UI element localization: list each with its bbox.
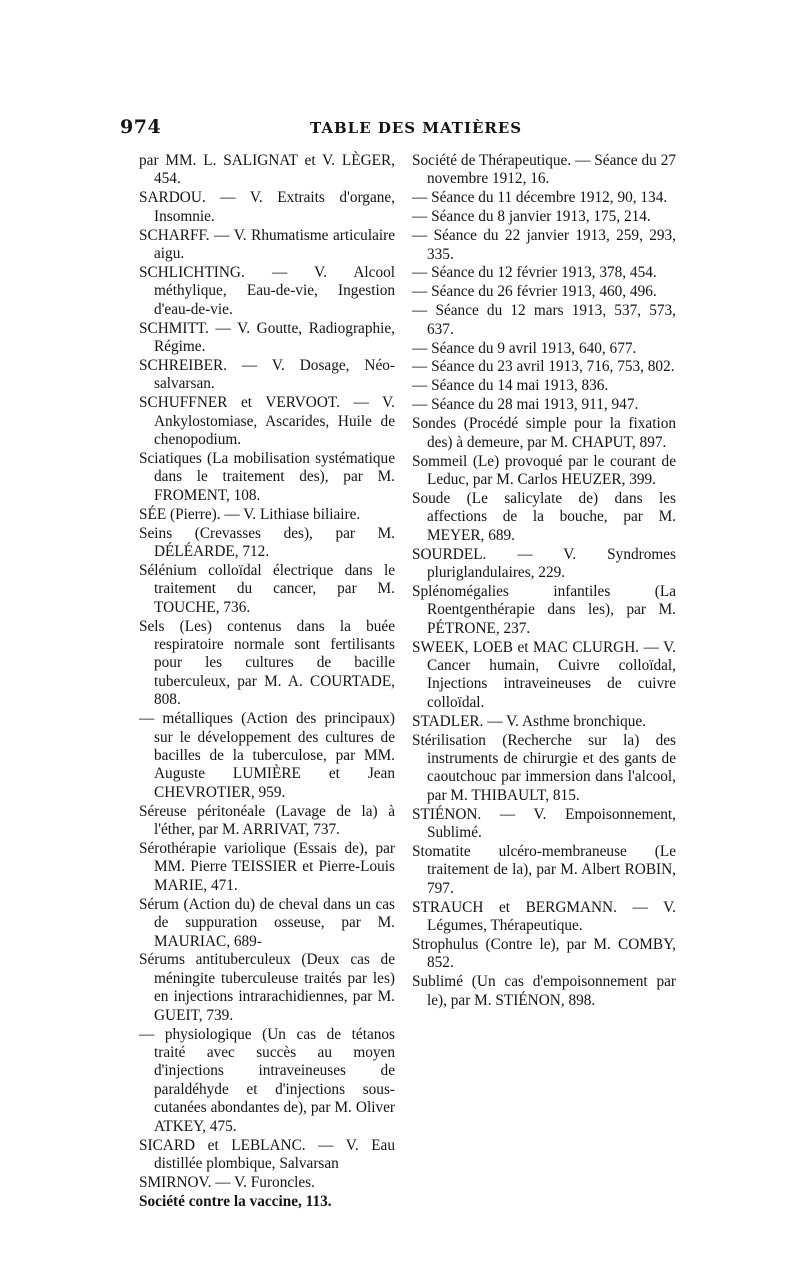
index-entry: Stérilisation (Recherche sur la) des instruments de chirurgie et des gants de caoutchouc par immersion dans l'alcool, par M. THIBAULT, 815. — [412, 731, 676, 804]
index-entry: Sérum (Action du) de cheval dans un cas de suppuration osseuse, par M. MAURIAC, 689- — [139, 895, 395, 950]
index-entry: SMIRNOV. — V. Furoncles. — [139, 1173, 315, 1191]
index-entry: Sérums antituberculeux (Deux cas de méningite tuberculeuse traités par les) en injections intrarachidiennes, par M. GUEIT, 739. — [139, 951, 395, 1024]
index-entry: Sels (Les) contenus dans la buée respiratoire normale sont fertilisants pour les cultures de bacille tuberculeux, par M. A. COURTADE, 808. — [139, 617, 395, 709]
index-entry: Sciatiques (La mobilisation systématique dans le traitement des), par M. FROMENT, 108. — [139, 450, 395, 504]
index-entry: SCHUFFNER et VERVOOT. — V. Ankylostomiase, Ascarides, Huile de chenopodium. — [139, 394, 395, 449]
index-entry: — physiologique (Un cas de tétanos traité avec succès au moyen d'injections intraveineuses de paraldéhyde et d'injections sous-cutanées abondantes de), par M. Oliver ATKEY, 475. — [139, 1025, 395, 1135]
index-entry: Stomatite ulcéro-membraneuse (Le traitement de la), par M. Albert ROBIN, 797. — [412, 843, 676, 897]
index-entry: — Séance du 26 février 1913, 460, 496. — [412, 283, 657, 301]
index-entry: SCHLICHTING. — V. Alcool méthylique, Eau-de-vie, Ingestion d'eau-de-vie. — [139, 263, 395, 318]
index-entry: SCHMITT. — V. Goutte, Radiographie, Régime. — [139, 319, 395, 356]
index-entry: — Séance du 9 avril 1913, 640, 677. — [412, 339, 637, 357]
index-entry: — Séance du 23 avril 1913, 716, 753, 802. — [412, 358, 675, 376]
page-number: 974 — [120, 116, 162, 138]
index-entry: Soude (Le salicylate de) dans les affections de la bouche, par M. MEYER, 689. — [412, 489, 676, 544]
index-entry: — Séance du 14 mai 1913, 836. — [412, 377, 609, 395]
running-title: TABLE DES MATIÈRES — [310, 119, 523, 137]
index-entry: SICARD et LEBLANC. — V. Eau distillée plombique, Salvarsan — [139, 1136, 395, 1172]
index-entry: Société de Thérapeutique. — Séance du 27 novembre 1912, 16. — [412, 152, 676, 188]
page-header — [120, 116, 680, 140]
index-entry: SARDOU. — V. Extraits d'organe, Insomnie. — [139, 189, 395, 225]
left-column — [139, 152, 395, 1212]
index-entry: STRAUCH et BERGMANN. — V. Légumes, Thérapeutique. — [412, 898, 676, 935]
index-entry: — Séance du 8 janvier 1913, 175, 214. — [412, 208, 651, 226]
index-entry: Strophulus (Contre le), par M. COMBY, 852. — [412, 936, 676, 972]
index-entry: STADLER. — V. Asthme bronchique. — [412, 712, 647, 730]
index-entry: — Séance du 22 janvier 1913, 259, 293, 335. — [412, 227, 676, 263]
index-entry: — Séance du 12 février 1913, 378, 454. — [412, 264, 657, 282]
index-entry: SCHREIBER. — V. Dosage, Néo-salvarsan. — [139, 356, 395, 393]
index-entry: par MM. L. SALIGNAT et V. LÈGER, 454. — [139, 152, 395, 188]
index-entry: SCHARFF. — V. Rhumatisme articulaire aigu. — [139, 226, 395, 263]
index-entry: Seins (Crevasses des), par M. DÉLÉARDE, 712. — [139, 524, 395, 561]
index-entry: Société contre la vaccine, 113. — [139, 1192, 332, 1210]
index-entry: — Séance du 28 mai 1913, 911, 947. — [412, 396, 639, 414]
index-entry: — Séance du 12 mars 1913, 537, 573, 637. — [412, 302, 676, 338]
index-entry: STIÉNON. — V. Empoisonnement, Sublimé. — [412, 805, 676, 842]
index-entry: Sommeil (Le) provoqué par le courant de Leduc, par M. Carlos HEUZER, 399. — [412, 452, 676, 488]
index-entry: Splénomégalies infantiles (La Roentgenthérapie dans les), par M. PÉTRONE, 237. — [412, 582, 676, 637]
right-column — [412, 152, 676, 1011]
index-entry: Sélénium colloïdal électrique dans le traitement du cancer, par M. TOUCHE, 736. — [139, 561, 395, 616]
index-entry: SWEEK, LOEB et MAC CLURGH. — V. Cancer humain, Cuivre colloïdal, Injections intraveineuses de cuivre colloïdal. — [412, 638, 676, 711]
index-entry: — Séance du 11 décembre 1912, 90, 134. — [412, 189, 668, 207]
index-entry: — métalliques (Action des principaux) sur le développement des cultures de bacilles de la tuberculose, par MM. Auguste LUMIÈRE et Jean CHEVROTIER, 959. — [139, 710, 395, 801]
index-entry: SÉE (Pierre). — V. Lithiase biliaire. — [139, 505, 361, 523]
index-entry: Séreuse péritonéale (Lavage de la) à l'éther, par M. ARRIVAT, 737. — [139, 802, 395, 839]
index-entry: Sublimé (Un cas d'empoisonnement par le), par M. STIÉNON, 898. — [412, 973, 676, 1009]
index-entry: Sondes (Procédé simple pour la fixation des) à demeure, par M. CHAPUT, 897. — [412, 415, 676, 451]
index-entry: SOURDEL. — V. Syndromes pluriglandulaires, 229. — [412, 545, 676, 581]
index-entry: Sérothérapie variolique (Essais de), par MM. Pierre TEISSIER et Pierre-Louis MARIE, 471. — [139, 840, 395, 894]
